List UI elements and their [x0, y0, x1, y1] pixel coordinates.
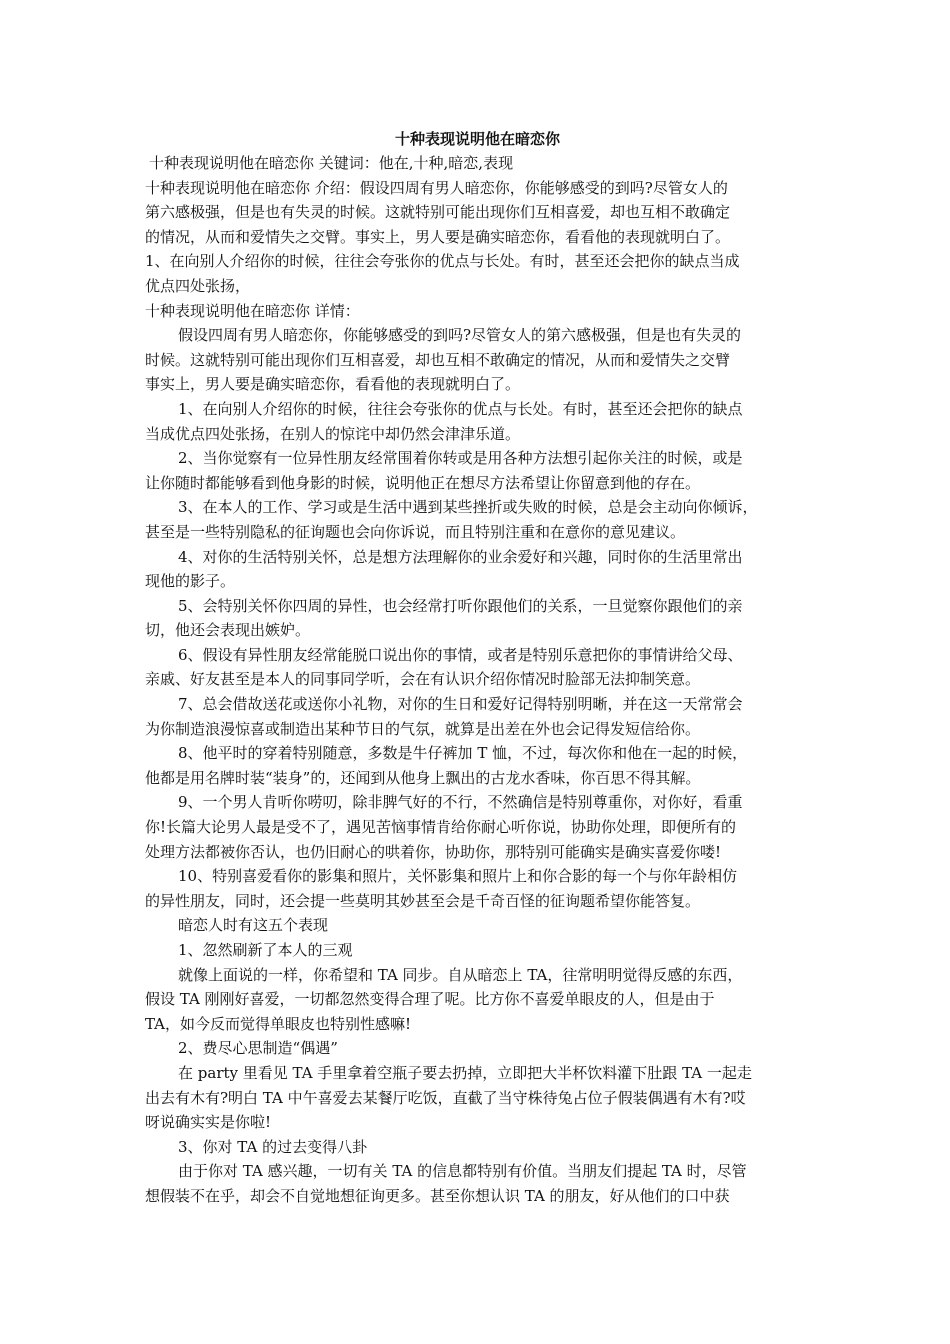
text-line: 优点四处张扬， [145, 276, 251, 295]
text-line: 假设 TA 刚刚好喜爱，一切都忽然变得合理了呢。比方你不喜爱单眼皮的人，但是由于 [145, 990, 715, 1009]
text-line: 让你随时都能够看到他身影的时候，说明他正在想尽方法希望让你留意到他的存在。 [145, 473, 701, 492]
text-line: 10、特别喜爱看你的影集和照片，关怀影集和照片上和你合影的每一个与你年龄相仿 [178, 867, 738, 886]
text-line: 1、忽然刷新了本人的三观 [178, 941, 353, 959]
text-line: 他都是用名牌时装“装身”的，还闻到从他身上飘出的古龙水香味，你百思不得其解。 [145, 768, 701, 787]
text-line: 假设四周有男人暗恋你，你能够感受的到吗?尽管女人的第六感极强，但是也有失灵的 [178, 326, 742, 345]
text-line: 处理方法都被你否认，也仍旧耐心的哄着你，协助你，那特别可能确实是确实喜爱你喽! [145, 842, 722, 861]
text-line: 1、在向别人介绍你的时候，往往会夸张你的优点与长处。有时，甚至还会把你的缺点 [178, 399, 743, 418]
text-line: 时候。这就特别可能出现你们互相喜爱，却也互相不敢确定的情况，从而和爱情失之交臂 [145, 350, 731, 369]
text-line: 2、费尽心思制造“偶遇” [178, 1039, 338, 1058]
text-line: 切，他还会表现出嫉妒。 [145, 621, 311, 640]
text-line: 第六感极强，但是也有失灵的时候。这就特别可能出现你们互相喜爱，却也互相不敢确定 [145, 203, 731, 222]
text-line: 2、当你觉察有一位异性朋友经常围着你转或是用各种方法想引起你关注的时候，或是 [178, 449, 743, 468]
text-line: 现他的影子。 [145, 572, 236, 591]
text-line: 你!长篇大论男人最是受不了，遇见苦恼事情肯给你耐心听你说，协助你处理，即便所有的 [145, 818, 737, 837]
text-line: 当成优点四处张扬，在别人的惊诧中却仍然会津津乐道。 [145, 424, 521, 443]
text-line: 的异性朋友，同时，还会提一些莫明其妙甚至会是千奇百怪的征询题希望你能答复。 [145, 891, 701, 910]
text-line: 的情况，从而和爱情失之交臂。事实上，男人要是确实暗恋你，看看他的表现就明白了。 [145, 227, 731, 246]
text-line: 3、在本人的工作、学习或是生活中遇到某些挫折或失败的时候，总是会主动向你倾诉， [178, 498, 758, 517]
text-line: 6、假设有异性朋友经常能脱口说出你的事情，或者是特别乐意把你的事情讲给父母、 [178, 645, 743, 664]
text-line: 为你制造浪漫惊喜或制造出某种节日的气氛，就算是出差在外也会记得发短信给你。 [145, 719, 701, 738]
text-line: 十种表现说明他在暗恋你 详情： [145, 301, 360, 320]
text-line: 暗恋人时有这五个表现 [178, 916, 329, 935]
text-line: 4、对你的生活特别关怀，总是想方法理解你的业余爱好和兴趣，同时你的生活里常出 [178, 547, 743, 566]
text-line: 就像上面说的一样，你希望和 TA 同步。自从暗恋上 TA，往常明明觉得反感的东西， [178, 965, 743, 984]
text-line: 3、你对 TA 的过去变得八卦 [178, 1137, 368, 1156]
text-line: 呀说确实实是你啦! [145, 1113, 272, 1132]
document-page [145, 127, 810, 1209]
text-line: 十种表现说明他在暗恋你 关键词：他在,十种,暗恋,表现 [149, 154, 514, 172]
text-line: 十种表现说明他在暗恋你 介绍：假设四周有男人暗恋你，你能够感受的到吗?尽管女人的 [145, 178, 728, 197]
text-line: 在 party 里看见 TA 手里拿着空瓶子要去扔掉，立即把大半杯饮料灌下肚跟 TA 一起走 [178, 1063, 752, 1082]
text-line: 1、在向别人介绍你的时候，往往会夸张你的优点与长处。有时，甚至还会把你的缺点当成 [145, 252, 740, 271]
text-line: 由于你对 TA 感兴趣，一切有关 TA 的信息都特别有价值。当朋友们提起 TA 时，尽管 [178, 1162, 747, 1181]
text-line: TA，如今反而觉得单眼皮也特别性感嘛! [145, 1014, 412, 1033]
text-line: 7、总会借故送花或送你小礼物，对你的生日和爱好记得特别明晰，并在这一天常常会 [178, 695, 743, 714]
document-body [145, 151, 810, 1209]
text-line: 5、会特别关怀你四周的异性，也会经常打听你跟他们的关系，一旦觉察你跟他们的亲 [178, 596, 743, 615]
text-line: 8、他平时的穿着特别随意，多数是牛仔裤加 T 恤，不过，每次你和他在一起的时候， [178, 744, 748, 763]
text-line: 亲戚、好友甚至是本人的同事同学听，会在有认识介绍你情况时脸部无法抑制笑意。 [145, 670, 701, 689]
text-line: 想假装不在乎，却会不自觉地想征询更多。甚至你想认识 TA 的朋友，好从他们的口中获 [145, 1186, 730, 1205]
document-title: 十种表现说明他在暗恋你 [394, 130, 560, 148]
text-line: 甚至是一些特别隐私的征询题也会向你诉说，而且特别注重和在意你的意见建议。 [145, 522, 686, 541]
text-line: 事实上，男人要是确实暗恋你，看看他的表现就明白了。 [145, 375, 521, 394]
text-line: 9、一个男人肯听你唠叨，除非脾气好的不行，不然确信是特别尊重你，对你好，看重 [178, 793, 743, 812]
text-line: 出去有木有?明白 TA 中午喜爱去某餐厅吃饭，直截了当守株待兔占位子假装偶遇有木有?哎 [145, 1088, 746, 1107]
